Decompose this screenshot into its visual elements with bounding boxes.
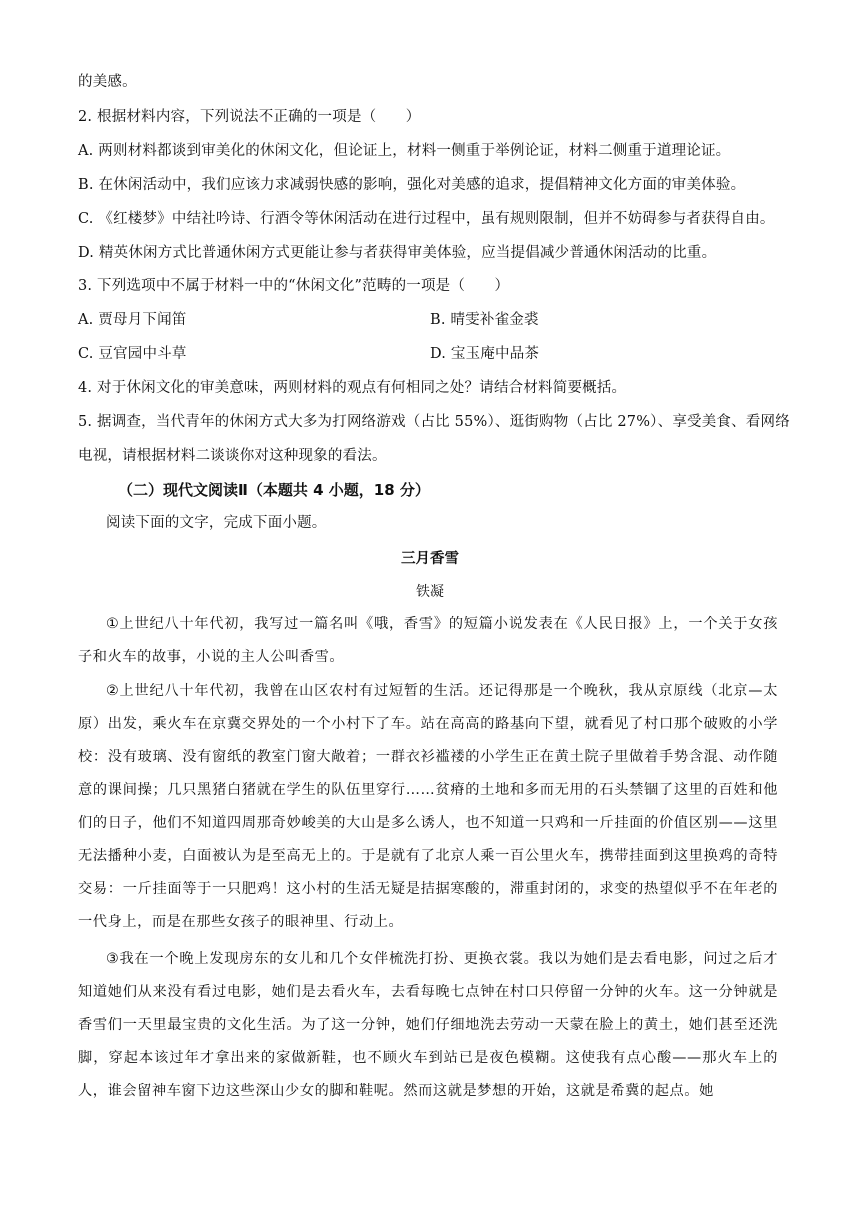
section-heading: （二）现代文阅读Ⅱ（本题共 4 小题，18 分） bbox=[118, 481, 430, 499]
question-4: 4. 对于休闲文化的审美意味，两则材料的观点有何相同之处？请结合材料简要概括。 bbox=[78, 380, 627, 396]
article-paragraph-1: ①上世纪八十年代初，我写过一篇名叫《哦，香雪》的短篇小说发表在《人民日报》上，一个关于女孩子和火车的故事，小说的主人公叫香雪。 bbox=[78, 616, 778, 665]
question-2-option-d: D. 精英休闲方式比普通休闲方式更能让参与者获得审美体验，应当提倡减少普通休闲活动的比重。 bbox=[78, 245, 717, 261]
question-3-stem: 3. 下列选项中不属于材料一中的“休闲文化”范畴的一项是（ ） bbox=[78, 278, 510, 294]
article-paragraph-2: ②上世纪八十年代初，我曾在山区农村有过短暂的生活。还记得那是一个晚秋，我从京原线（北京—太原）出发，乘火车在京冀交界处的一个小村下了车。站在高高的路基向下望，就看见了村口那个破败的小学校：没有玻璃、没有窗纸的教室门窗大敞着；一群衣衫褴褛的小学生正在黄土院子里做着手势含混、动作随意的课间操；几只黑猪白猪就在学生的队伍里穿行……贫瘠的土地和多而无用的石头禁锢了这里的百姓和他们的日子，他们不知道四周那奇妙峻美的大山是多么诱人，也不知道一只鸡和一斤挂面的价值区别——这里无法播种小麦，白面被认为是至高无上的。于是就有了北京人乘一百公里火车，携带挂面到这里换鸡的奇特交易：一斤挂面等于一只肥鸡！这小村的生活无疑是拮据寒酸的，滞重封闭的，求变的热望似乎不在年老的一代身上，而是在那些女孩子的眼神里、行动上。 bbox=[78, 683, 778, 930]
text-line-continuation: 的美感。 bbox=[78, 74, 137, 90]
reading-instruction: 阅读下面的文字，完成下面小题。 bbox=[106, 515, 327, 531]
question-3-option-d: D. 宝玉庵中品茶 bbox=[430, 346, 540, 362]
question-3-option-b: B. 晴雯补雀金裘 bbox=[430, 312, 539, 328]
question-2-option-b: B. 在休闲活动中，我们应该力求减弱快感的影响，强化对美感的追求，提倡精神文化方面的审美体验。 bbox=[78, 177, 746, 193]
question-3-option-a: A. 贾母月下闻笛 bbox=[78, 312, 187, 328]
article-paragraph-3: ③我在一个晚上发现房东的女儿和几个女伴梳洗打扮、更换衣裳。我以为她们是去看电影，问过之后才知道她们从来没有看过电影，她们是去看火车，去看每晚七点钟在村口只停留一分钟的火车。这一分钟就是香雪们一天里最宝贵的文化生活。为了这一分钟，她们仔细地洗去劳动一天蒙在脸上的黄土，她们甚至还洗脚，穿起本该过年才拿出来的家做新鞋，也不顾火车到站已是夜色模糊。这使我有点心酸——那火车上的人，谁会留神车窗下边这些深山少女的脚和鞋呢。然而这就是梦想的开始，这就是希冀的起点。她 bbox=[78, 951, 778, 1099]
question-2-stem: 2. 根据材料内容，下列说法不正确的一项是（ ） bbox=[78, 109, 421, 125]
question-5-line-1: 5. 据调查，当代青年的休闲方式大多为打网络游戏（占比 55%）、逛街购物（占比 27%）、享受美食、看网络 bbox=[78, 414, 790, 430]
question-2-option-a: A. 两则材料都谈到审美化的休闲文化，但论证上，材料一侧重于举例论证，材料二侧重于道理论证。 bbox=[78, 143, 731, 159]
article-author: 铁凝 bbox=[416, 584, 444, 600]
article-title: 三月香雪 bbox=[401, 551, 459, 567]
question-2-option-c: C. 《红楼梦》中结社吟诗、行酒令等休闲活动在进行过程中，虽有规则限制，但并不妨碍参与者获得自由。 bbox=[78, 211, 775, 227]
question-5-line-2: 电视，请根据材料二谈谈你对这种现象的看法。 bbox=[78, 448, 387, 464]
question-3-option-c: C. 豆官园中斗草 bbox=[78, 346, 187, 362]
